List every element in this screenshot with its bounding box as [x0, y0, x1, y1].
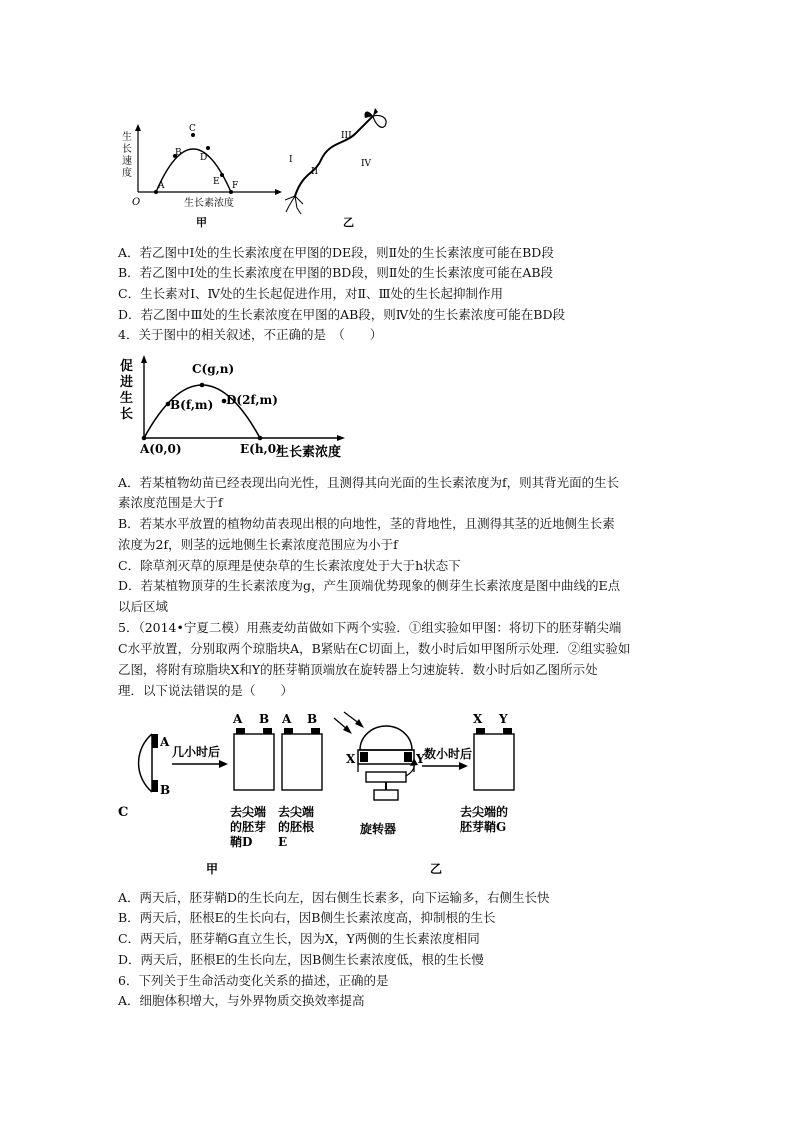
q3-option-b: B．若乙图中Ⅰ处的生长素浓度在甲图的BD段，则Ⅱ处的生长素浓度可能在AB段	[118, 265, 554, 280]
q5-option-a: A．两天后，胚芽鞘D的生长向左，因右侧生长素多，向下运输多，右侧生长快	[118, 890, 550, 905]
q4-option-b-line2: 浓度为2f，则茎的远地侧生长素浓度范围应为小于f	[118, 537, 398, 552]
g-label-x: X	[473, 712, 483, 726]
q4-option-b-line1: B．若某水平放置的植物幼苗表现出根的向地性，茎的背地性，且测得其茎的近地侧生长素	[118, 516, 615, 531]
label-x: X	[346, 752, 356, 766]
leaf-right	[373, 115, 386, 127]
jia-caption: 甲	[196, 216, 207, 229]
label-ii: II	[311, 167, 319, 177]
q4-ylabel-1: 促	[120, 359, 134, 374]
point-e-label: E	[213, 177, 220, 187]
q4-option-a-line2: 素浓度范围是大于f	[118, 495, 223, 510]
jia-ylabel-3: 速	[122, 156, 132, 167]
agar-a	[152, 734, 158, 748]
q4-option-d-line1: D．若某植物顶芽的生长素浓度为g，产生顶端优势现象的侧芽生长素浓度是图中曲线的E点	[118, 578, 621, 593]
q5-stem-line1: 5．（2014•宁夏二模）用燕麦幼苗做如下两个实验．①组实验如甲图：将切下的胚芽鞘尖端	[118, 620, 622, 635]
q5-option-b: B．两天后，胚根E的生长向右，因B侧生长素浓度高，抑制根的生长	[118, 910, 496, 925]
label-e-1: 去尖端	[278, 805, 315, 819]
coleoptile-g	[474, 734, 514, 790]
q4-ylabel-2: 进	[120, 375, 134, 390]
arrow-2-label: 数小时后	[424, 747, 473, 761]
q5-stem-line2: C水平放置，分别取两个琼脂块A，B紧贴在C切面上，数小时后如甲图所示处理．②组实验如	[118, 641, 631, 656]
q5-option-d: D．两天后，胚根E的生长向左，因B侧生长素浓度低，根的生长慢	[118, 952, 484, 967]
caption-yi: 乙	[430, 862, 443, 876]
point-d-label: D	[200, 153, 208, 163]
q4-point-b: B(f,m)	[170, 398, 214, 412]
label-y: Y	[416, 752, 425, 766]
arrow-1-label: 几小时后	[172, 745, 221, 759]
label-a-tip: A	[160, 735, 170, 749]
figure-yi-seedling	[285, 104, 405, 230]
label-d-3: 鞘D	[230, 835, 253, 849]
jia-xlabel: 生长素浓度	[184, 198, 234, 209]
rotator-plate	[366, 772, 406, 782]
q4-xlabel: 生长素浓度	[276, 445, 342, 460]
yi-caption: 乙	[343, 216, 354, 229]
q3-option-c: C．生长素对Ⅰ、Ⅳ处的生长起促进作用，对Ⅱ、Ⅲ处的生长起抑制作用	[118, 286, 504, 301]
figure-q5-experiment	[112, 710, 532, 888]
figure-jia-chart	[118, 118, 288, 230]
curve	[156, 149, 231, 192]
coleoptile-d	[234, 734, 274, 790]
label-d-1: 去尖端	[230, 805, 267, 819]
q6-stem: 6．下列关于生命活动变化关系的描述，正确的是	[118, 973, 389, 988]
e-label-b: B	[307, 712, 318, 726]
point-a-label: A	[158, 181, 165, 191]
point-c-label: C	[189, 124, 196, 134]
q4-point-a: A(0,0)	[140, 442, 182, 456]
stem	[295, 116, 373, 196]
label-e-3: E	[278, 835, 288, 849]
q4-option-c: C．除草剂灭草的原理是使杂草的生长素浓度处于大于h状态下	[118, 558, 461, 573]
label-i: I	[289, 155, 293, 165]
rotator-label: 旋转器	[360, 822, 397, 836]
q4-point-c: C(g,n)	[192, 362, 235, 376]
q4-ylabel-4: 长	[120, 407, 134, 422]
jia-ylabel-4: 度	[122, 168, 132, 179]
agar-b	[152, 780, 158, 792]
q4-point-e: E(h,0)	[240, 442, 282, 456]
q4-ylabel-3: 生	[120, 391, 134, 406]
e-label-a: A	[282, 712, 292, 726]
label-c: C	[118, 805, 129, 820]
label-g-2: 胚芽鞘G	[460, 820, 507, 834]
q5-stem-line4: 理．以下说法错误的是（ ）	[118, 683, 294, 698]
q5-option-c: C．两天后，胚芽鞘G直立生长，因为X，Y两侧的生长素浓度相同	[118, 931, 480, 946]
g-label-y: Y	[499, 712, 508, 726]
coleoptile-tip	[360, 726, 412, 750]
roots	[285, 196, 303, 214]
root-e	[282, 734, 322, 790]
q4-stem: 4．关于图中的相关叙述，不正确的是 （ ）	[118, 327, 383, 342]
q4-option-a-line1: A．若某植物幼苗已经表现出向光性，且测得其向光面的生长素浓度为f，则其背光面的生长	[118, 475, 620, 490]
d-label-a: A	[233, 712, 243, 726]
point-f-label: F	[232, 181, 239, 191]
label-e-2: 的胚根	[278, 820, 315, 834]
jia-ylabel-2: 长	[122, 144, 132, 155]
label-g-1: 去尖端的	[460, 805, 509, 819]
q4-option-d-line2: 以后区域	[118, 599, 169, 614]
caption-jia: 甲	[206, 862, 219, 876]
agar-x	[360, 752, 368, 762]
jia-ylabel-1: 生	[122, 132, 132, 143]
bud	[373, 108, 378, 116]
tip-c	[139, 734, 152, 792]
label-iii: III	[341, 131, 352, 141]
figure-q4-chart	[118, 352, 350, 464]
label-b-tip: B	[160, 783, 171, 797]
point-b-label: B	[175, 148, 182, 158]
d-label-b: B	[259, 712, 270, 726]
q4-point-d: D(2f,m)	[226, 393, 278, 407]
origin-label: O	[132, 197, 141, 208]
label-d-2: 的胚芽	[230, 820, 267, 834]
q5-stem-line3: 乙图，将附有琼脂块X和Y的胚芽鞘顶端放在旋转器上匀速旋转．数小时后如乙图所示处	[118, 662, 598, 677]
agar-y	[404, 752, 412, 762]
q3-option-a: A．若乙图中Ⅰ处的生长素浓度在甲图的DE段，则Ⅱ处的生长素浓度可能在BD段	[118, 245, 554, 260]
q6-option-a: A．细胞体积增大，与外界物质交换效率提高	[118, 993, 365, 1008]
q3-option-d: D．若乙图中Ⅲ处的生长素浓度在甲图的AB段，则Ⅳ处的生长素浓度可能在BD段	[118, 307, 565, 322]
rotator-base	[374, 790, 398, 800]
label-iv: IV	[361, 159, 372, 169]
